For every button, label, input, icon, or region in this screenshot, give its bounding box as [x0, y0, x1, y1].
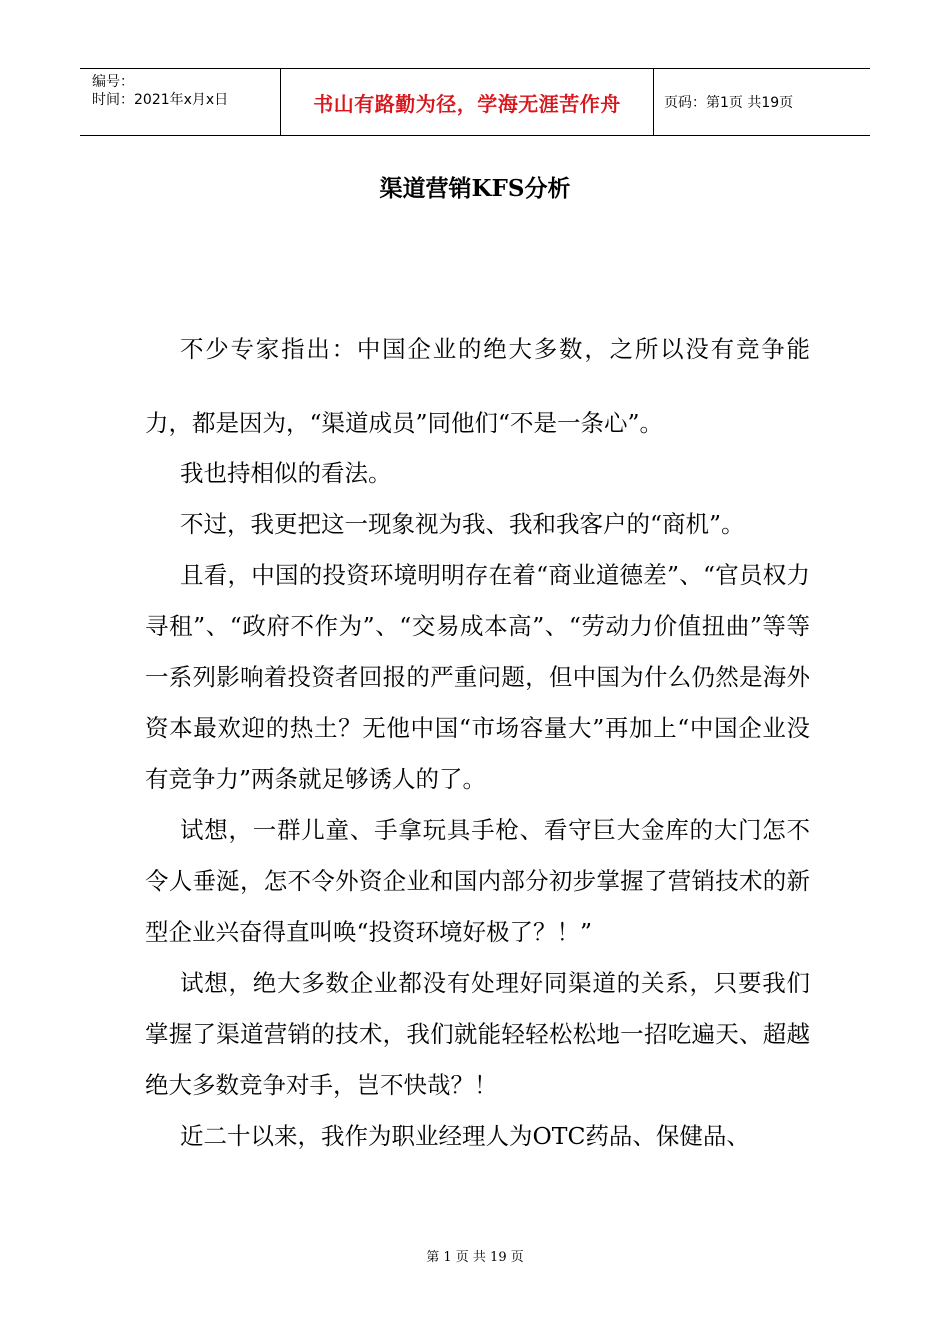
- paragraph: 不过，我更把这一现象视为我、我和我客户的“商机”。: [180, 510, 745, 538]
- paragraph: 我也持相似的看法。: [180, 459, 392, 487]
- paragraph: 且看，中国的投资环境明明存在着“商业道德差”、“官员权力寻租”、“政府不作为”、“交易成本高”、“劳动力价值扭曲”等等一系列影响着投资者回报的严重问题，但中国为什么仍然是海外资本最欢迎的热土？无他中国“市场容量大”再加上“中国企业没有竞争力”两条就足够诱人的了。: [145, 561, 810, 793]
- number-label: 编号：: [92, 74, 134, 90]
- page-footer: 第 1 页 共 19 页: [426, 1250, 524, 1265]
- document-title: 渠道营销KFS分析: [379, 175, 571, 202]
- header-page-info: 页码：第1页 共19页: [664, 95, 794, 111]
- header-meta-cell: [80, 69, 281, 135]
- paragraph: 试想，一群儿童、手拿玩具手枪、看守巨大金库的大门怎不令人垂涎，怎不令外资企业和国内部分初步掌握了营销技术的新型企业兴奋得直叫唤“投资环境好极了？！”: [145, 816, 810, 946]
- document-body: [145, 312, 810, 460]
- paragraph: 近二十以来，我作为职业经理人为OTC药品、保健品、: [180, 1122, 750, 1150]
- time-label: 时间：2021年x月x日: [92, 92, 229, 108]
- header-motto: 书山有路勤为径，学海无涯苦作舟: [281, 69, 654, 135]
- page-header-table: [80, 68, 870, 136]
- paragraph: 不少专家指出：中国企业的绝大多数，之所以没有竞争能力，都是因为，“渠道成员”同他们“不是一条心”。: [145, 335, 810, 437]
- paragraph: 试想，绝大多数企业都没有处理好同渠道的关系，只要我们掌握了渠道营销的技术，我们就能轻轻松松地一招吃遍天、超越绝大多数竞争对手，岂不快哉？！: [145, 969, 810, 1099]
- document-body-continued: [145, 448, 810, 1162]
